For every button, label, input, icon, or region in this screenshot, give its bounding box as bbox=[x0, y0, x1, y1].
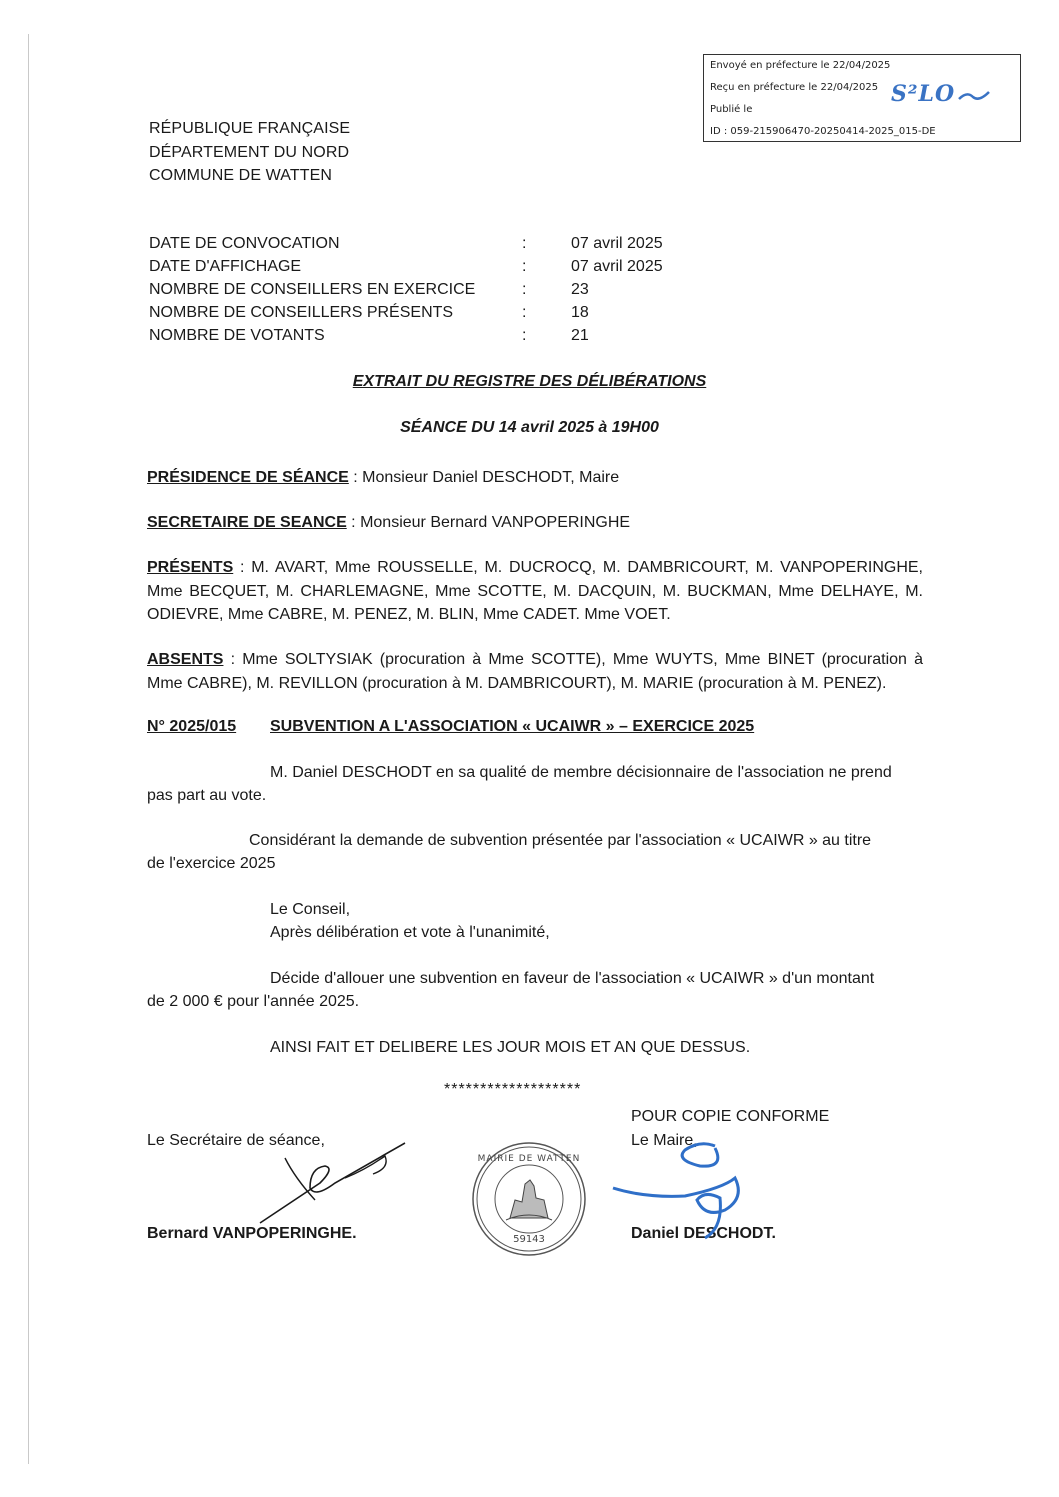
body-p2-line2: de l'exercice 2025 bbox=[147, 855, 276, 872]
page-margin-line bbox=[28, 34, 29, 1464]
deliberation-title: SUBVENTION A L'ASSOCIATION « UCAIWR » – EXERCICE 2025 bbox=[270, 718, 755, 735]
info-colon: : bbox=[522, 258, 527, 275]
mairie-seal bbox=[470, 1140, 588, 1258]
secretaire-text: : Monsieur Bernard VANPOPERINGHE bbox=[346, 514, 631, 531]
info-value: 23 bbox=[571, 281, 589, 298]
seal-top-text: MAIRIE DE WATTEN bbox=[477, 1154, 581, 1164]
header-department: DÉPARTEMENT DU NORD bbox=[149, 144, 350, 161]
info-colon: : bbox=[522, 304, 527, 321]
body-p2-line1: Considérant la demande de subvention présentée par l'association « UCAIWR » au titre bbox=[249, 832, 872, 849]
body-p1-line2: pas part au vote. bbox=[147, 787, 267, 804]
info-value: 07 avril 2025 bbox=[571, 258, 663, 275]
deliberation-number: N° 2025/015 bbox=[147, 718, 237, 735]
body-p3-line1: Décide d'allouer une subvention en faveur de l'association « UCAIWR » d'un montant bbox=[270, 970, 875, 987]
mayor-signature-icon bbox=[605, 1138, 765, 1248]
stamp-id: ID : 059-215906470-20250414-2025_015-DE bbox=[710, 126, 936, 137]
absents-text: : Mme SOLTYSIAK (procuration à Mme SCOTTE), Mme WUYTS, Mme BINET (procuration à Mme CABRE), M. REVILLON (procuration à M. DAMBRICOURT), M. MARIE (procuration à M. PENEZ). bbox=[147, 651, 923, 692]
presidence-text: : Monsieur Daniel DESCHODT, Maire bbox=[348, 469, 620, 486]
info-label: DATE DE CONVOCATION bbox=[149, 235, 340, 252]
header-republic: RÉPUBLIQUE FRANÇAISE bbox=[149, 120, 351, 137]
info-value: 21 bbox=[571, 327, 589, 344]
info-colon: : bbox=[522, 235, 527, 252]
secretary-signature-icon bbox=[255, 1138, 415, 1228]
body-p1-line1: M. Daniel DESCHODT en sa qualité de membre décisionnaire de l'association ne prend bbox=[270, 764, 892, 781]
extract-title: EXTRAIT DU REGISTRE DES DÉLIBÉRATIONS bbox=[352, 373, 707, 390]
seal-bottom-text: 59143 bbox=[513, 1234, 545, 1245]
mayor-name: Daniel DESCHODT. bbox=[631, 1225, 776, 1242]
s2lo-logo-text: S²LO bbox=[891, 81, 956, 107]
prefecture-stamp bbox=[703, 54, 1021, 142]
body-ainsi: AINSI FAIT ET DELIBERE LES JOUR MOIS ET AN QUE DESSUS. bbox=[270, 1039, 751, 1056]
info-label: NOMBRE DE CONSEILLERS EN EXERCICE bbox=[149, 281, 476, 298]
secretary-name: Bernard VANPOPERINGHE. bbox=[147, 1225, 357, 1242]
body-p3-line2: de 2 000 € pour l'année 2025. bbox=[147, 993, 360, 1010]
info-colon: : bbox=[522, 281, 527, 298]
body-apres: Après délibération et vote à l'unanimité, bbox=[270, 924, 550, 941]
presents-label: PRÉSENTS bbox=[147, 559, 234, 576]
copy-conform: POUR COPIE CONFORME bbox=[631, 1108, 830, 1125]
absents-paragraph bbox=[147, 648, 923, 695]
body-conseil: Le Conseil, bbox=[270, 901, 351, 918]
absents-label: ABSENTS bbox=[147, 651, 224, 668]
presents-text: : M. AVART, Mme ROUSSELLE, M. DUCROCQ, M. DAMBRICOURT, M. VANPOPERINGHE, Mme BECQUET, M. CHARLEMAGNE, Mme SCOTTE, M. DACQUIN, M. BUCKMAN, Mme DELHAYE, M. ODIEVRE, Mme CABRE, M. PENEZ, M. BLIN, Mme CADET. Mme VOET. bbox=[147, 559, 923, 623]
info-value: 07 avril 2025 bbox=[571, 235, 663, 252]
info-colon: : bbox=[522, 327, 527, 344]
stars-separator: ******************* bbox=[444, 1081, 582, 1098]
info-value: 18 bbox=[571, 304, 589, 321]
presidence-label: PRÉSIDENCE DE SÉANCE bbox=[147, 469, 349, 486]
presents-paragraph bbox=[147, 556, 923, 627]
header-commune: COMMUNE DE WATTEN bbox=[149, 167, 333, 184]
stamp-sent: Envoyé en préfecture le 22/04/2025 bbox=[710, 60, 891, 71]
session-title: SÉANCE DU 14 avril 2025 à 19H00 bbox=[400, 419, 659, 436]
info-label: NOMBRE DE VOTANTS bbox=[149, 327, 325, 344]
stamp-received: Reçu en préfecture le 22/04/2025 bbox=[710, 82, 879, 93]
info-label: DATE D'AFFICHAGE bbox=[149, 258, 302, 275]
secretary-title: Le Secrétaire de séance, bbox=[147, 1132, 325, 1149]
secretaire-paragraph bbox=[147, 511, 923, 535]
presidence-paragraph bbox=[147, 466, 923, 490]
s2lo-logo bbox=[891, 81, 955, 107]
mayor-title: Le Maire, bbox=[631, 1132, 698, 1149]
info-label: NOMBRE DE CONSEILLERS PRÉSENTS bbox=[149, 304, 454, 321]
secretaire-label: SECRETAIRE DE SEANCE bbox=[147, 514, 347, 531]
stamp-published: Publié le bbox=[710, 104, 753, 115]
s2lo-swoosh-icon bbox=[957, 89, 991, 103]
